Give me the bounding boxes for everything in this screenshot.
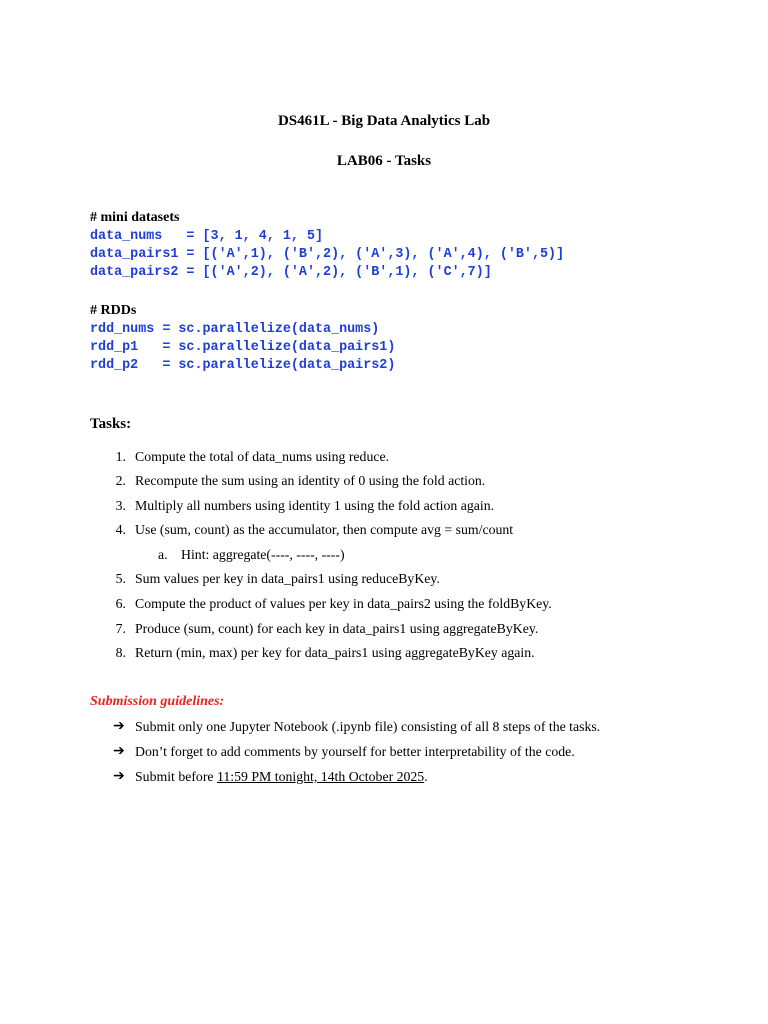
lab-title: LAB06 - Tasks (336, 153, 432, 169)
task-text: Multiply all numbers using identity 1 using the fold action again. (135, 498, 495, 513)
task-number: 7. (115, 621, 126, 636)
task-text: Recompute the sum using an identity of 0 using the fold action. (135, 473, 486, 488)
arrow-bullet-icon: ➔ (113, 769, 125, 784)
submission-heading: Submission guidelines: (90, 694, 225, 709)
arrow-bullet-icon: ➔ (113, 719, 125, 734)
code-line-data-nums: data_nums = [3, 1, 4, 1, 5] (90, 229, 324, 244)
datasets-heading: # mini datasets (90, 210, 180, 225)
code-line-rdd-p1: rdd_p1 = sc.parallelize(data_pairs1) (90, 340, 396, 355)
deadline-suffix: . (424, 769, 428, 784)
task-text: Compute the total of data_nums using reduce. (135, 449, 390, 464)
subitem-letter: a. (158, 547, 168, 562)
code-line-rdd-p2: rdd_p2 = sc.parallelize(data_pairs2) (90, 358, 396, 373)
task-text: Return (min, max) per key for data_pairs1 using aggregateByKey again. (135, 645, 535, 660)
rdds-heading: # RDDs (90, 303, 137, 318)
task-text: Compute the product of values per key in data_pairs2 using the foldByKey. (135, 596, 552, 611)
task-number: 1. (115, 449, 126, 464)
task-text: Sum values per key in data_pairs1 using reduceByKey. (135, 571, 440, 586)
course-title: DS461L - Big Data Analytics Lab (277, 113, 491, 129)
task-number: 2. (115, 473, 126, 488)
submission-deadline-item (135, 769, 428, 785)
submission-item: Submit only one Jupyter Notebook (.ipynb file) consisting of all 8 steps of the tasks. (135, 719, 601, 734)
deadline-date: 11:59 PM tonight, 14th October 2025 (217, 769, 425, 784)
arrow-bullet-icon: ➔ (113, 744, 125, 759)
code-line-data-pairs2: data_pairs2 = [('A',2), ('A',2), ('B',1), ('C',7)] (90, 265, 492, 280)
task-number: 6. (115, 596, 126, 611)
submission-item: Don’t forget to add comments by yourself for better interpretability of the code. (135, 744, 575, 759)
deadline-prefix: Submit before (135, 769, 217, 784)
task-text: Produce (sum, count) for each key in data_pairs1 using aggregateByKey. (135, 621, 539, 636)
task-number: 5. (115, 571, 126, 586)
task-number: 4. (115, 522, 126, 537)
task-number: 8. (115, 645, 126, 660)
subitem-text: Hint: aggregate(----, ----, ----) (181, 547, 345, 562)
tasks-heading: Tasks: (90, 416, 132, 432)
task-text: Use (sum, count) as the accumulator, then compute avg = sum/count (135, 522, 514, 537)
code-line-data-pairs1: data_pairs1 = [('A',1), ('B',2), ('A',3), ('A',4), ('B',5)] (90, 247, 565, 262)
task-number: 3. (115, 498, 126, 513)
code-line-rdd-nums: rdd_nums = sc.parallelize(data_nums) (90, 322, 380, 337)
